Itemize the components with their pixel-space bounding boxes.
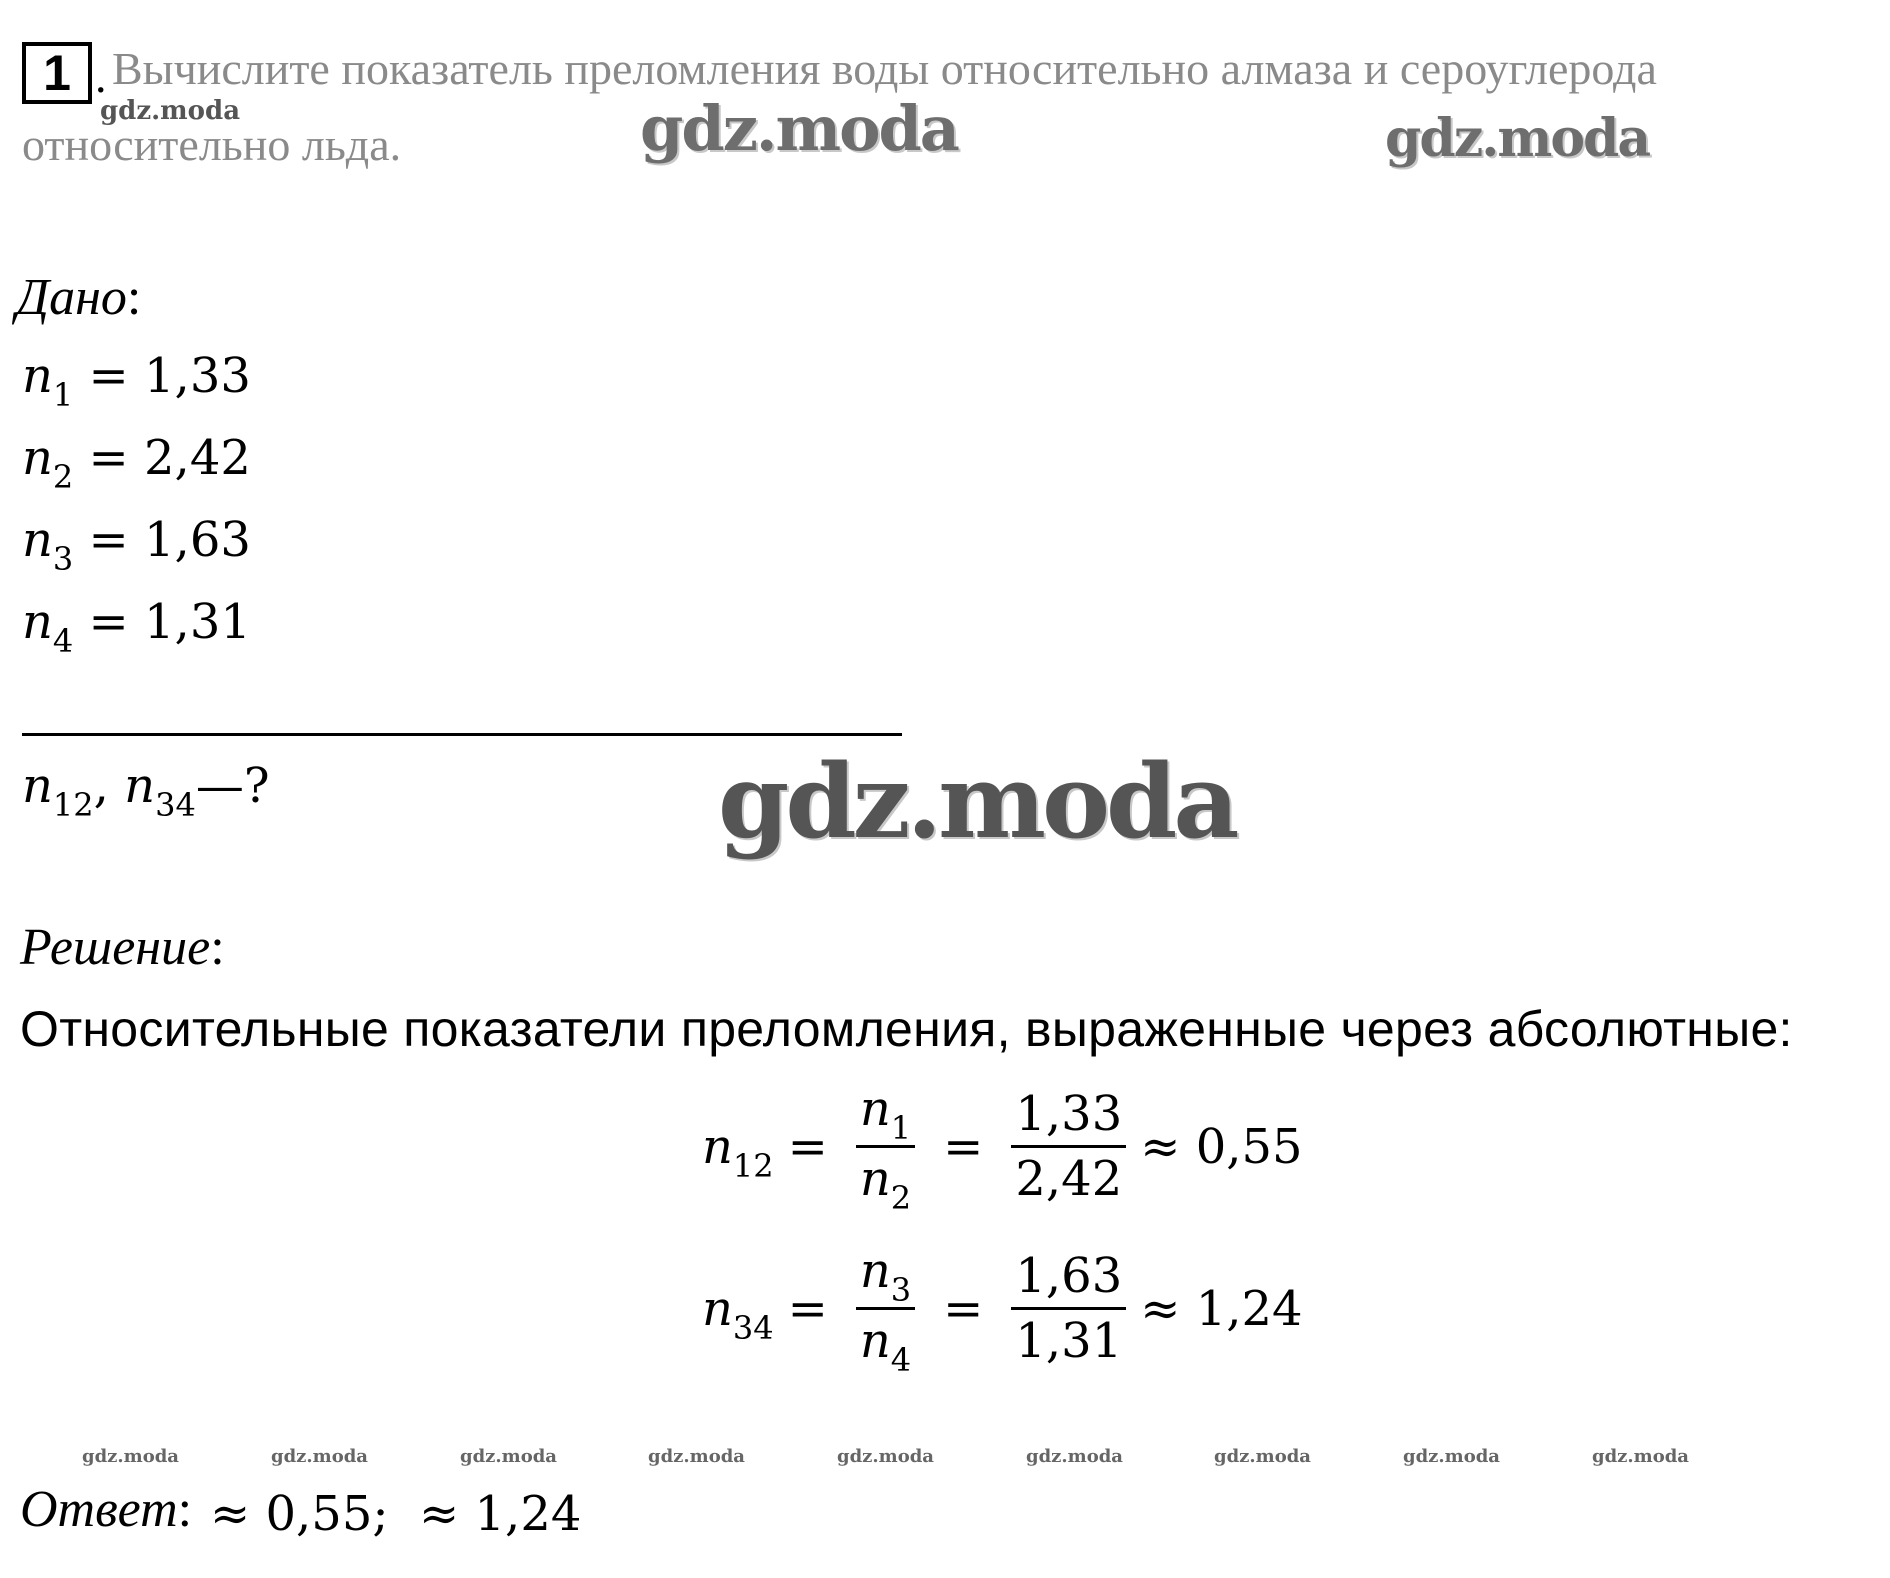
problem-number: 1 [22, 42, 92, 104]
equation-n34: $n_{34}$ = $\frac{n_3}{n_4}$ = $\frac{1,63}{1,31}$ ≈ 1,24 [702, 1240, 1303, 1377]
fraction-numeric: $\frac{1,33}{2,42}$ [1011, 1083, 1126, 1210]
watermark: gdz.moda [271, 1446, 368, 1467]
watermark: gdz.moda [1214, 1446, 1311, 1467]
watermark: gdz.moda [100, 96, 241, 126]
given-item: $n_3 = 1,63$ [22, 512, 251, 578]
solution-text: Относительные показатели преломления, выраженные через абсолютные: [20, 1001, 1793, 1057]
watermark: gdz.moda [718, 742, 1236, 862]
problem-number-dot: . [95, 51, 107, 102]
answer-value: ≈ 0,55; ≈ 1,24 [210, 1486, 582, 1542]
watermark: gdz.moda [837, 1446, 934, 1467]
fraction-symbolic: $\frac{n_1}{n_2}$ [856, 1078, 915, 1215]
equation-n12: $n_{12}$ = $\frac{n_1}{n_2}$ = $\frac{1,33}{2,42}$ ≈ 0,55 [702, 1078, 1303, 1215]
solution-heading: Решение: [20, 919, 225, 976]
watermark: gdz.moda [1403, 1446, 1500, 1467]
find-line: $n_{12}$, $n_{34}—$? [22, 758, 270, 824]
watermark: gdz.moda [1026, 1446, 1123, 1467]
watermark: gdz.moda [82, 1446, 179, 1467]
given-item: $n_4 = 1,31$ [22, 594, 251, 660]
given-item: $n_1 = 1,33$ [22, 348, 251, 414]
watermark: gdz.moda [1385, 108, 1650, 169]
watermark: gdz.moda [640, 92, 958, 165]
fraction-symbolic: $\frac{n_3}{n_4}$ [856, 1240, 915, 1377]
watermark: gdz.moda [648, 1446, 745, 1467]
watermark: gdz.moda [460, 1446, 557, 1467]
watermark: gdz.moda [1592, 1446, 1689, 1467]
given-item: $n_2 = 2,42$ [22, 430, 251, 496]
problem-text-line1: Вычислите показатель преломления воды относительно алмаза и сероуглерода [112, 43, 1657, 94]
fraction-numeric: $\frac{1,63}{1,31}$ [1011, 1245, 1126, 1372]
problem-text-line2: относительно льда. [22, 119, 402, 170]
divider-line [22, 733, 902, 736]
approx-result: ≈ 0,55 [1140, 1118, 1303, 1175]
approx-result: ≈ 1,24 [1140, 1280, 1303, 1337]
given-heading: Дано: [16, 269, 142, 326]
answer-heading: Ответ: [20, 1481, 193, 1538]
